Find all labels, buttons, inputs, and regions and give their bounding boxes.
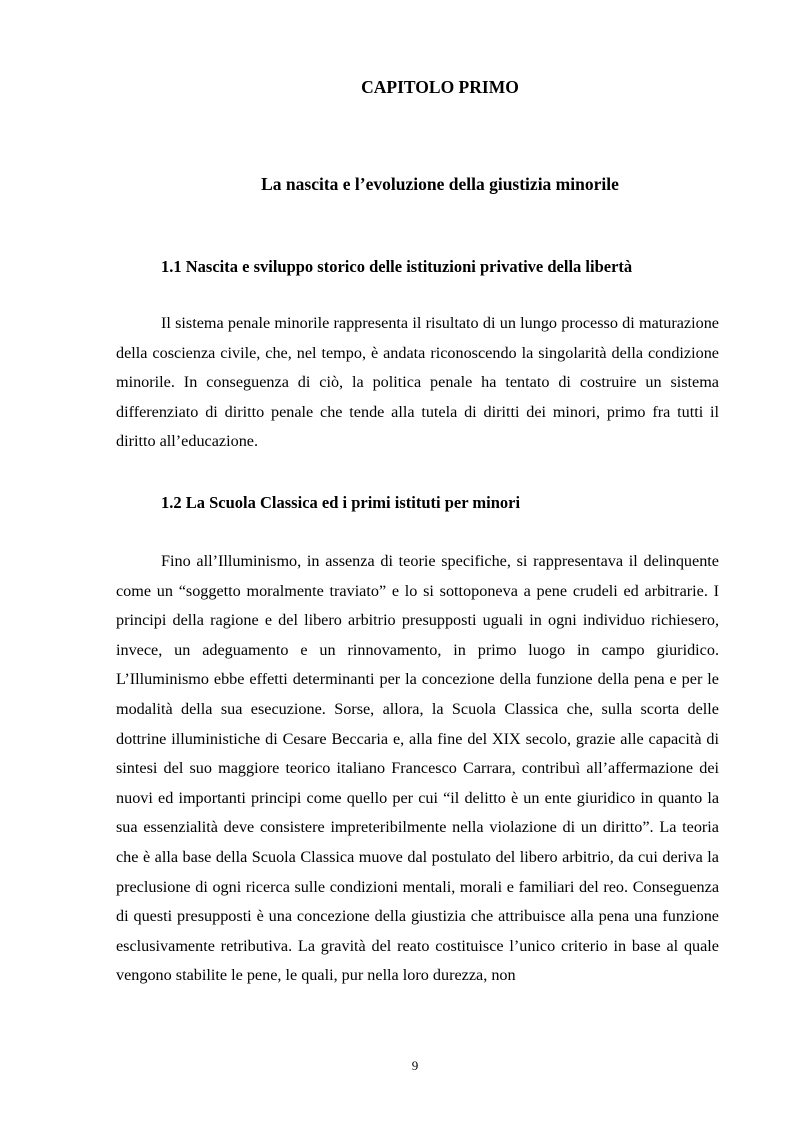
- chapter-heading: CAPITOLO PRIMO: [361, 77, 519, 97]
- chapter-title: La nascita e l’evoluzione della giustizia minorile: [261, 174, 619, 194]
- section-paragraph-1-2: Fino all’Illuminismo, in assenza di teorie specifiche, si rappresentava il delinquente come un “soggetto moralmente traviato” e lo si sottoponeva a pene crudeli ed arbitrarie. I principi della ragione e del libero arbitrio presupposti uguali in ogni individuo richiesero, invece, un adeguamento e un rinnovamento, in primo luogo in campo giuridico. L’Illuminismo ebbe effetti determinanti per la concezione della funzione della pena e per le modalità della sua esecuzione. Sorse, allora, la Scuola Classica che, sulla scorta delle dottrine illuministiche di Cesare Beccaria e, alla fine del XIX secolo, grazie alle capacità di sintesi del suo maggiore teorico italiano Francesco Carrara, contribuì all’affermazione dei nuovi ed importanti principi come quello per cui “il delitto è un ente giuridico in quanto la sua essenzialità deve consistere impreteribilmente nella violazione di un diritto”. La teoria che è alla base della Scuola Classica muove dal postulato del libero arbitrio, da cui deriva la preclusione di ogni ricerca sulle condizioni mentali, morali e familiari del reo. Conseguenza di questi presupposti è una concezione della giustizia che attribuisce alla pena una funzione esclusivamente retributiva. La gravità del reato costituisce l’unico criterio in base al quale vengono stabilite le pene, le quali, pur nella loro durezza, non: [116, 552, 719, 985]
- page-number: 9: [411, 1058, 419, 1073]
- section-heading-1-1: 1.1 Nascita e sviluppo storico delle istituzioni privative della libertà: [161, 257, 633, 276]
- section-heading-1-2: 1.2 La Scuola Classica ed i primi istituti per minori: [161, 493, 521, 512]
- section-paragraph-1-1: Il sistema penale minorile rappresenta il risultato di un lungo processo di maturazione della coscienza civile, che, nel tempo, è andata riconoscendo la singolarità della condizione minorile. In conseguenza di ciò, la politica penale ha tentato di costruire un sistema differenziato di diritto penale che tende alla tutela di diritti dei minori, primo fra tutti il diritto all’educazione.: [116, 314, 719, 451]
